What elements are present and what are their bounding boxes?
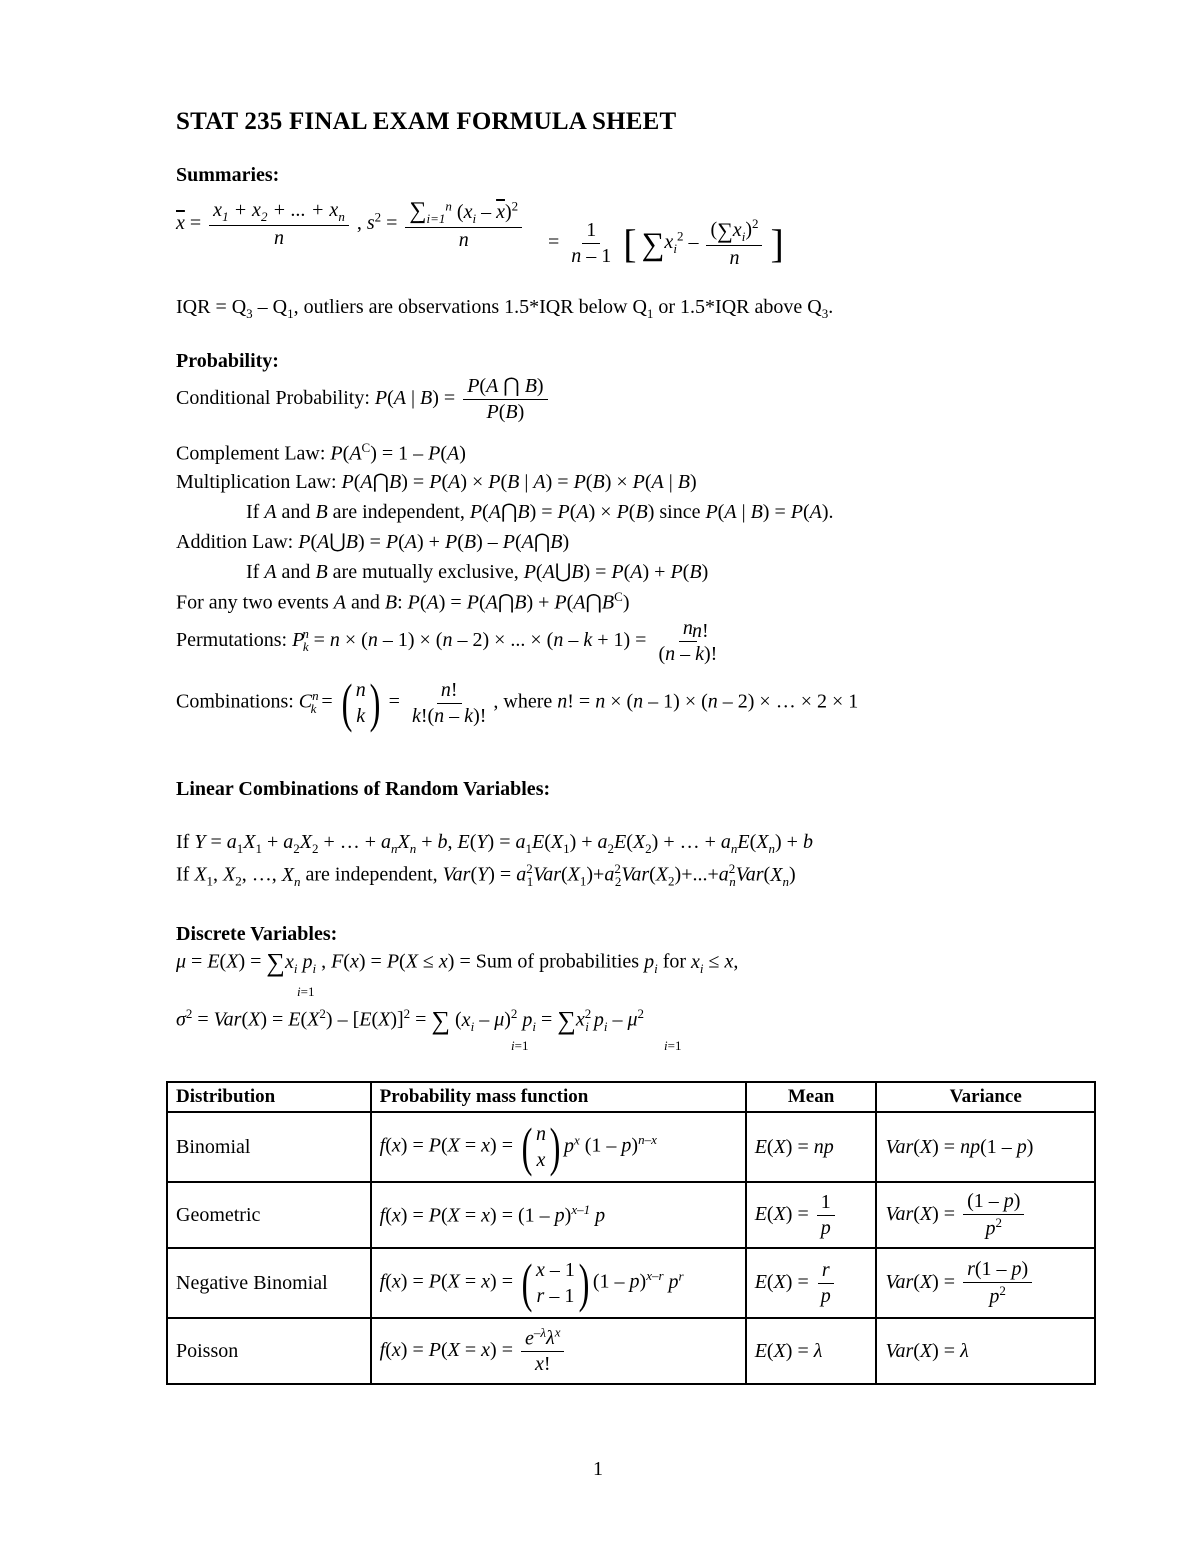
combinations-formula: Combinations: $C^n_k$ = ( n k ) = $\frac{n!}{k!(n - k)!}$ , where n! = n × (n – 1) × (n – 2) × … × 2 × 1: [176, 673, 859, 733]
iqr-rule: IQR = $Q_3 - Q_1$, outliers are observations 1.5*IQR below $Q_1$ or 1.5*IQR above $Q_3$.: [176, 296, 834, 321]
table-row: [167, 1182, 1095, 1248]
sum-index-3: i=1: [664, 1038, 682, 1053]
discrete-variance-formula: $\sigma^2 = Var(X) = E(X^2) - [E(X)]^2$ = ∑ $(x_i - \mu)^2$ $p_i = \sum x^2_i$ $p_i - \mu^2$: [176, 1006, 645, 1036]
variance-poisson: Var(X) = λ: [876, 1318, 1095, 1384]
independence-rule: If A and B are independent, P(A⋂B) = P(A) × P(B) since P(A | B) = P(A).: [246, 501, 834, 523]
linear-combination-expectation: If $Y = a_1X_1 + a_2X_2$ + … + $a_nX_n + b$, $E(Y) = a_1E(X_1) + a_2E(X_2)$ + … + $a_nE(X_n) + b$: [176, 831, 813, 856]
header-distribution: Distribution: [167, 1082, 371, 1112]
page-title: STAT 235 FINAL EXAM FORMULA SHEET: [176, 108, 677, 135]
discrete-variables-heading: Discrete Variables:: [176, 923, 338, 945]
mutually-exclusive-rule: If A and B are mutually exclusive, P(A⋃B) = P(A) + P(B): [246, 561, 709, 583]
sum-index-1: i=1: [297, 984, 315, 999]
variance-binomial: Var(X) = np(1 – p): [876, 1112, 1095, 1182]
distribution-name: Binomial: [167, 1112, 371, 1182]
complement-law: Complement Law: $P(A^C) = 1 - P(A)$: [176, 440, 466, 465]
table-row: [167, 1112, 1095, 1182]
probability-heading: Probability:: [176, 350, 279, 372]
linear-combinations-heading: Linear Combinations of Random Variables:: [176, 778, 551, 800]
permutations-numerator: n!: [692, 620, 709, 642]
pmf-geometric: f(x) = P(X = x) = (1 – p)$^{x-1}$ p: [371, 1182, 746, 1248]
mean-binomial: E(X) = np: [746, 1112, 877, 1182]
conditional-label: Conditional Probability:: [176, 387, 370, 410]
header-mean: Mean: [746, 1082, 877, 1112]
sample-variance-alt: = $\frac{1}{n - 1}$ [ $\sum x_i^2$ – $\frac{(\sum x_i)^2}{n}$ ]: [548, 216, 784, 269]
pmf-negative-binomial: f(x) = P(X = x) = ( x – 1 r – 1 ) (1 – p)$^{x-r}$ $p^r$: [371, 1248, 746, 1318]
distribution-table: [166, 1081, 1096, 1385]
linear-combination-variance: If $X_1$, $X_2$, …, $X_n$ are independent, $Var(Y) = a^2_1Var(X_1)+a^2_2Var(X_2)+...+a^2_nVar(X_n)$: [176, 861, 796, 889]
pmf-poisson: f(x) = P(X = x) = $\frac{e^{-\lambda}\lambda^x}{x!}$: [371, 1318, 746, 1384]
mean-geometric: E(X) = $\frac{1}{p}$: [746, 1182, 877, 1248]
table-row: [167, 1248, 1095, 1318]
pmf-binomial: f(x) = P(X = x) = ( n x ) $p^x$ (1 – p)$^{n-x}$: [371, 1112, 746, 1182]
mean-negative-binomial: E(X) = $\frac{r}{p}$: [746, 1248, 877, 1318]
permutations-label: Permutations:: [176, 629, 288, 652]
table-header-row: [167, 1082, 1095, 1112]
variance-negative-binomial: Var(X) = $\frac{r(1 - p)}{p^2}$: [876, 1248, 1095, 1318]
distribution-name: Geometric: [167, 1182, 371, 1248]
total-probability: For any two events A and B: P(A) = P(A⋂B) + $P(A⋂B^C)$: [176, 589, 630, 614]
combinations-label: Combinations:: [176, 690, 294, 713]
mean-poisson: E(X) = λ: [746, 1318, 877, 1384]
discrete-mean-formula: $\mu = E(X) = \sum x_i$ $p_i$ , F(x) = P(X ≤ x) = Sum of probabilities $p_i$ for $x_i \le x$,: [176, 948, 739, 977]
conditional-probability: Conditional Probability: P(A | B) = $\frac{P(A ⋂ B)}{P(B)}$: [176, 374, 551, 425]
header-variance: Variance: [876, 1082, 1095, 1112]
variance-geometric: Var(X) = $\frac{(1 - p)}{p^2}$: [876, 1182, 1095, 1248]
sum-index-2: i=1: [511, 1038, 529, 1053]
distribution-name: Poisson: [167, 1318, 371, 1384]
permutations-formula: Permutations: $P^n_k = n \times (n - 1) \times (n - 2)$ × ... × (n – k + 1) = $\frac{n}{(n - k)!}$: [176, 617, 718, 665]
addition-law: Addition Law: P(A⋃B) = P(A) + P(B) – P(A⋂B): [176, 531, 570, 553]
distribution-name: Negative Binomial: [167, 1248, 371, 1318]
mean-variance-formula: $\overline{x}$ = $\frac{x_1 + x_2 + ... + x_n}{n}$ , $s^2$ = $\frac{\sum_{i=1}^n (x_i - \overline{x})^2}{n}$: [176, 196, 523, 253]
summaries-heading: Summaries:: [176, 164, 280, 186]
page-number: 1: [593, 1458, 603, 1480]
table-row: [167, 1318, 1095, 1384]
multiplication-law: Multiplication Law: P(A⋂B) = P(A) × P(B | A) = P(B) × P(A | B): [176, 471, 697, 493]
header-pmf: Probability mass function: [371, 1082, 746, 1112]
